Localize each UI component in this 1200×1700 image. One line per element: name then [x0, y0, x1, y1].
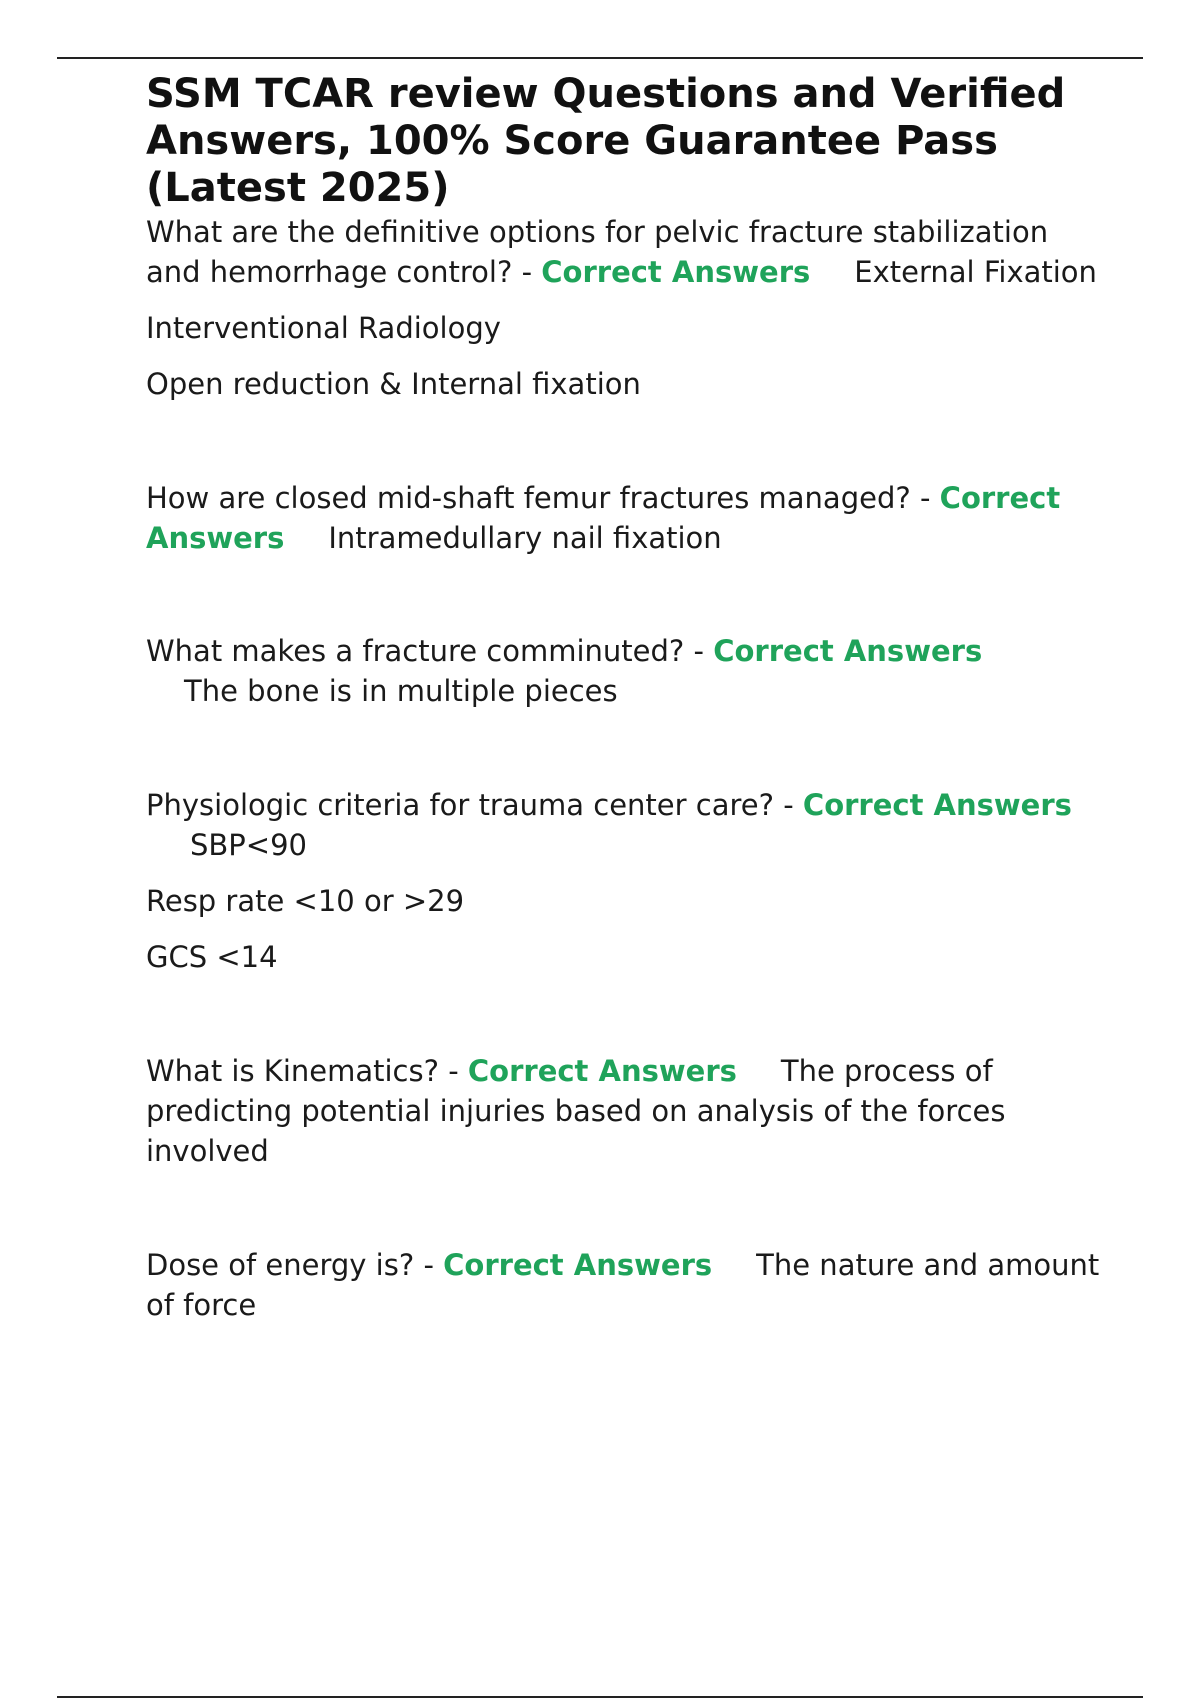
- qa-item: [146, 1051, 1106, 1171]
- question-text: Dose of energy is? -: [146, 1248, 434, 1282]
- qa-item: [146, 1245, 1106, 1325]
- question-text: What makes a fracture comminuted? -: [146, 634, 704, 668]
- qa-question: [146, 785, 1106, 865]
- correct-answers-label: Correct Answers: [467, 1054, 737, 1088]
- qa-question: [146, 631, 1106, 711]
- correct-answers-label: Correct Answers: [713, 634, 983, 668]
- document-body: [146, 71, 1106, 1325]
- qa-question: [146, 212, 1106, 292]
- correct-answers-label: Correct Answers: [146, 481, 1061, 555]
- qa-question: [146, 478, 1106, 558]
- answer-text: SBP<90: [190, 828, 307, 862]
- qa-item: [146, 785, 1106, 977]
- answer-line: Open reduction & Internal fixation: [146, 367, 641, 401]
- answer-text: The bone is in multiple pieces: [184, 674, 618, 708]
- question-text: What are the definitive options for pelvic fracture stabilization and hemorrhage control? -: [146, 215, 1049, 289]
- qa-question: [146, 1245, 1106, 1325]
- question-text: What is Kinematics? -: [146, 1054, 459, 1088]
- answer-text: External Fixation: [854, 255, 1097, 289]
- correct-answers-label: Correct Answers: [541, 255, 811, 289]
- qa-question: [146, 1051, 1106, 1171]
- correct-answers-label: Correct Answers: [802, 788, 1072, 822]
- bottom-rule: [57, 1696, 1143, 1698]
- qa-item: [146, 212, 1106, 404]
- question-text: Physiologic criteria for trauma center care? -: [146, 788, 794, 822]
- answer-text: Intramedullary nail fixation: [328, 521, 722, 555]
- correct-answers-label: Correct Answers: [443, 1248, 713, 1282]
- qa-item: [146, 631, 1106, 711]
- top-rule: [57, 57, 1143, 59]
- qa-item: [146, 478, 1106, 558]
- document-title: SSM TCAR review Questions and Verified Answers, 100% Score Guarantee Pass (Latest 2025): [146, 71, 1066, 211]
- answer-text: The process of predicting potential injuries based on analysis of the forces involved: [146, 1054, 1006, 1168]
- answer-line: GCS <14: [146, 940, 278, 974]
- answer-text: The nature and amount of force: [146, 1248, 1100, 1322]
- answer-line: Resp rate <10 or >29: [146, 884, 465, 918]
- question-text: How are closed mid-shaft femur fractures managed? -: [146, 481, 931, 515]
- answer-line: Interventional Radiology: [146, 311, 501, 345]
